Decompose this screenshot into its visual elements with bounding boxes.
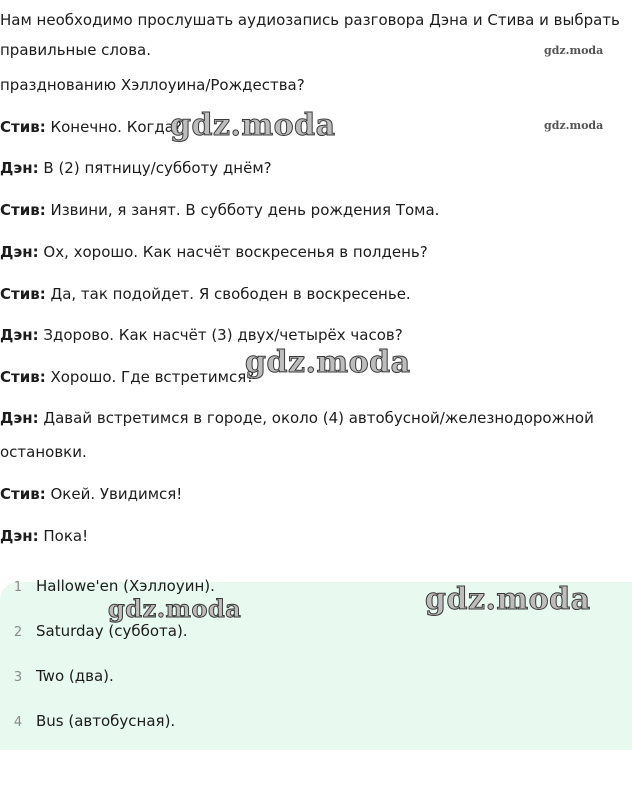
watermark: gdz.moda: [108, 594, 242, 623]
dialogue-text: В (2) пятницу/субботу днём?: [38, 159, 272, 177]
intro-line-2: правильные слова.: [0, 41, 151, 59]
speaker-label: Стив:: [0, 201, 46, 219]
speaker-label: Стив:: [0, 118, 46, 136]
watermark: gdz.moda: [170, 108, 336, 143]
watermark: gdz.moda: [245, 345, 411, 380]
dialogue-continuation: остановки.: [0, 443, 87, 461]
speaker-label: Дэн:: [0, 326, 39, 344]
dialogue-line: [0, 158, 272, 178]
answer-text: Two (два).: [36, 667, 114, 685]
dialogue-text: Ох, хорошо. Как насчёт воскресенья в полдень?: [38, 243, 428, 261]
answer-item: [0, 621, 188, 643]
speaker-label: Дэн:: [0, 159, 39, 177]
dialogue-line: [0, 408, 594, 428]
dialogue-line: [0, 526, 88, 546]
dialogue-line: [0, 367, 254, 387]
answer-number: 3: [13, 670, 23, 685]
dialogue-text: Конечно. Когда?: [45, 118, 182, 136]
dialogue-text: Здорово. Как насчёт (3) двух/четырёх часов?: [38, 326, 403, 344]
dialogue-line: [0, 200, 439, 220]
answer-text: Bus (автобусная).: [36, 712, 176, 730]
speaker-label: Стив:: [0, 285, 46, 303]
watermark: gdz.moda: [544, 44, 604, 57]
dialogue-text: Давай встретимся в городе, около (4) автобусной/железнодорожной: [38, 409, 594, 427]
speaker-label: Стив:: [0, 368, 46, 386]
answer-number: 4: [13, 715, 23, 730]
dialogue-line: [0, 325, 403, 345]
speaker-label: Дэн:: [0, 243, 39, 261]
answer-number: 1: [13, 580, 23, 595]
speaker-label: Дэн:: [0, 409, 39, 427]
speaker-label: Стив:: [0, 485, 46, 503]
dialogue-line: [0, 242, 428, 262]
intro-line-1: Нам необходимо прослушать аудиозапись разговора Дэна и Стива и выбрать: [0, 11, 620, 29]
dialogue-text: Да, так подойдет. Я свободен в воскресенье.: [45, 285, 411, 303]
dialogue-line: [0, 484, 182, 504]
dialogue-text: Хорошо. Где встретимся?: [45, 368, 255, 386]
watermark: gdz.moda: [425, 582, 591, 617]
answer-text: Saturday (суббота).: [36, 622, 188, 640]
dialogue-text: Пока!: [38, 527, 89, 545]
dialogue-line: [0, 284, 411, 304]
answer-item: [0, 666, 114, 688]
answer-number: 2: [13, 625, 23, 640]
dialogue-line: [0, 117, 182, 137]
answer-text: Hallowe'en (Хэллоуин).: [36, 577, 215, 595]
answer-item: [0, 711, 175, 733]
watermark: gdz.moda: [544, 119, 604, 132]
speaker-label: Дэн:: [0, 527, 39, 545]
intro-line-3: празднованию Хэллоуина/Рождества?: [0, 76, 305, 94]
dialogue-text: Извини, я занят. В субботу день рождения Тома.: [45, 201, 440, 219]
dialogue-text: Окей. Увидимся!: [45, 485, 183, 503]
